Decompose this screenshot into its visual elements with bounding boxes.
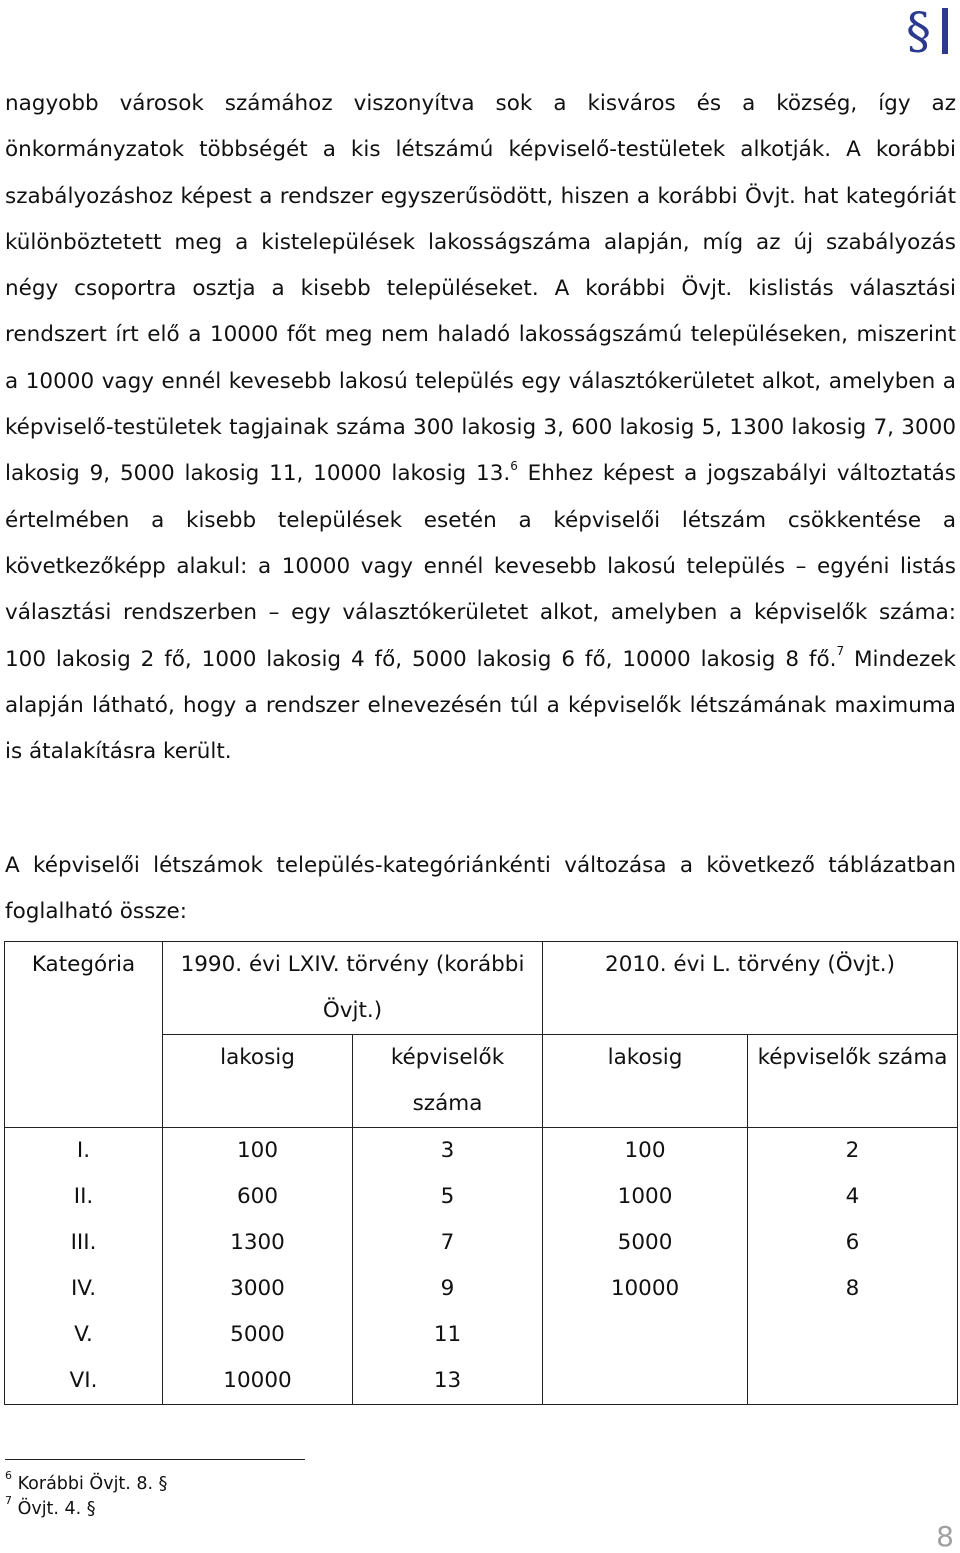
footnote-text: Övjt. 4. §	[12, 1499, 96, 1519]
cell-old-representatives: 7	[353, 1220, 543, 1266]
cell-old-representatives: 11	[353, 1312, 543, 1358]
footnote-ref-6[interactable]: 6	[510, 459, 518, 474]
cell-old-representatives: 13	[353, 1358, 543, 1405]
table-row	[5, 1266, 958, 1312]
footnote-separator	[5, 1459, 305, 1460]
paragraph-1-text-a: nagyobb városok számához viszonyítva sok a kisváros és a község, így az önkormányzatok többségét a kis létszámú képviselő-testületek alkotják. A korábbi szabályozáshoz képest a rendszer egyszerűsödött, hiszen a korábbi Övjt. hat kategóriát különböztetett meg a kistelepülések lakosságszáma alapján, míg az új szabályozás négy csoportra osztja a kisebb településeket. A korábbi Övjt. kislistás választási rendszert írt elő a 10000 főt meg nem haladó lakosságszámú településeken, miszerint a 10000 vagy ennél kevesebb lakosú település egy választókerületet alkot, amelyben a képviselő-testületek tagjainak száma 300 lakosig 3, 600 lakosig 5, 1300 lakosig 7, 3000 lakosig 9, 5000 lakosig 11, 10000 lakosig 13.	[5, 91, 956, 487]
table-header-row	[5, 942, 958, 1035]
table-row	[5, 1358, 958, 1405]
section-sign-glyph: §	[906, 2, 931, 58]
footnote-ref-7[interactable]: 7	[836, 644, 845, 659]
section-sign-logo	[904, 2, 956, 58]
table-row	[5, 1128, 958, 1175]
body-paragraph-1	[5, 81, 956, 775]
footnote-text: Korábbi Övjt. 8. §	[12, 1474, 168, 1494]
cell-old-population: 3000	[163, 1266, 353, 1312]
paragraph-1-text-c: Mindezek alapján látható, hogy a rendszer elnevezésén túl a képviselők létszámának maximuma is átalakításra került.	[5, 646, 956, 765]
cell-new-population: 1000	[543, 1174, 748, 1220]
cell-category: VI.	[5, 1358, 163, 1405]
cell-new-population: 10000	[543, 1266, 748, 1312]
cell-category: III.	[5, 1220, 163, 1266]
cell-category: II.	[5, 1174, 163, 1220]
cell-new-population: 5000	[543, 1220, 748, 1266]
subheader-representatives-old: képviselők száma	[353, 1035, 543, 1128]
cell-new-representatives	[748, 1358, 958, 1405]
subheader-population-old: lakosig	[163, 1035, 353, 1128]
cell-new-representatives: 2	[748, 1128, 958, 1175]
cell-category: V.	[5, 1312, 163, 1358]
header-category: Kategória	[5, 942, 163, 1128]
body-paragraph-2	[5, 843, 956, 936]
footnote-7	[5, 1494, 96, 1521]
header-new-law: 2010. évi L. törvény (Övjt.)	[543, 942, 958, 1035]
cell-old-population: 600	[163, 1174, 353, 1220]
subheader-representatives-new: képviselők száma	[748, 1035, 958, 1128]
cell-category: IV.	[5, 1266, 163, 1312]
footnote-6	[5, 1469, 168, 1496]
table-row	[5, 1312, 958, 1358]
cell-old-representatives: 9	[353, 1266, 543, 1312]
table-row	[5, 1220, 958, 1266]
cell-old-population: 100	[163, 1128, 353, 1175]
paragraph-2-text: A képviselői létszámok település-kategóriánkénti változása a következő táblázatban foglalható össze:	[5, 853, 956, 925]
footnote-number: 7	[5, 1494, 12, 1508]
cell-category: I.	[5, 1128, 163, 1175]
logo-bar	[942, 8, 948, 54]
header-old-law: 1990. évi LXIV. törvény (korábbi Övjt.)	[163, 942, 543, 1035]
cell-old-representatives: 3	[353, 1128, 543, 1175]
council-size-table	[4, 941, 958, 1405]
cell-old-population: 10000	[163, 1358, 353, 1405]
cell-new-representatives: 4	[748, 1174, 958, 1220]
cell-old-representatives: 5	[353, 1174, 543, 1220]
cell-new-population	[543, 1312, 748, 1358]
cell-new-population: 100	[543, 1128, 748, 1175]
footnote-number: 6	[5, 1469, 12, 1483]
cell-new-population	[543, 1358, 748, 1405]
cell-new-representatives	[748, 1312, 958, 1358]
cell-new-representatives: 6	[748, 1220, 958, 1266]
page-number: 8	[936, 1520, 954, 1553]
cell-old-population: 5000	[163, 1312, 353, 1358]
cell-new-representatives: 8	[748, 1266, 958, 1312]
subheader-population-new: lakosig	[543, 1035, 748, 1128]
cell-old-population: 1300	[163, 1220, 353, 1266]
table-row	[5, 1174, 958, 1220]
paragraph-1-text-b: Ehhez képest a jogszabályi változtatás értelmében a kisebb települések esetén a képviselői létszám csökkentése a következőképp alakul: a 10000 vagy ennél kevesebb lakosú település – egyéni listás választási rendszerben – egy választókerületet alkot, amelyben a képviselők száma: 100 lakosig 2 fő, 1000 lakosig 4 fő, 5000 lakosig 6 fő, 10000 lakosig 8 fő.	[5, 461, 956, 672]
